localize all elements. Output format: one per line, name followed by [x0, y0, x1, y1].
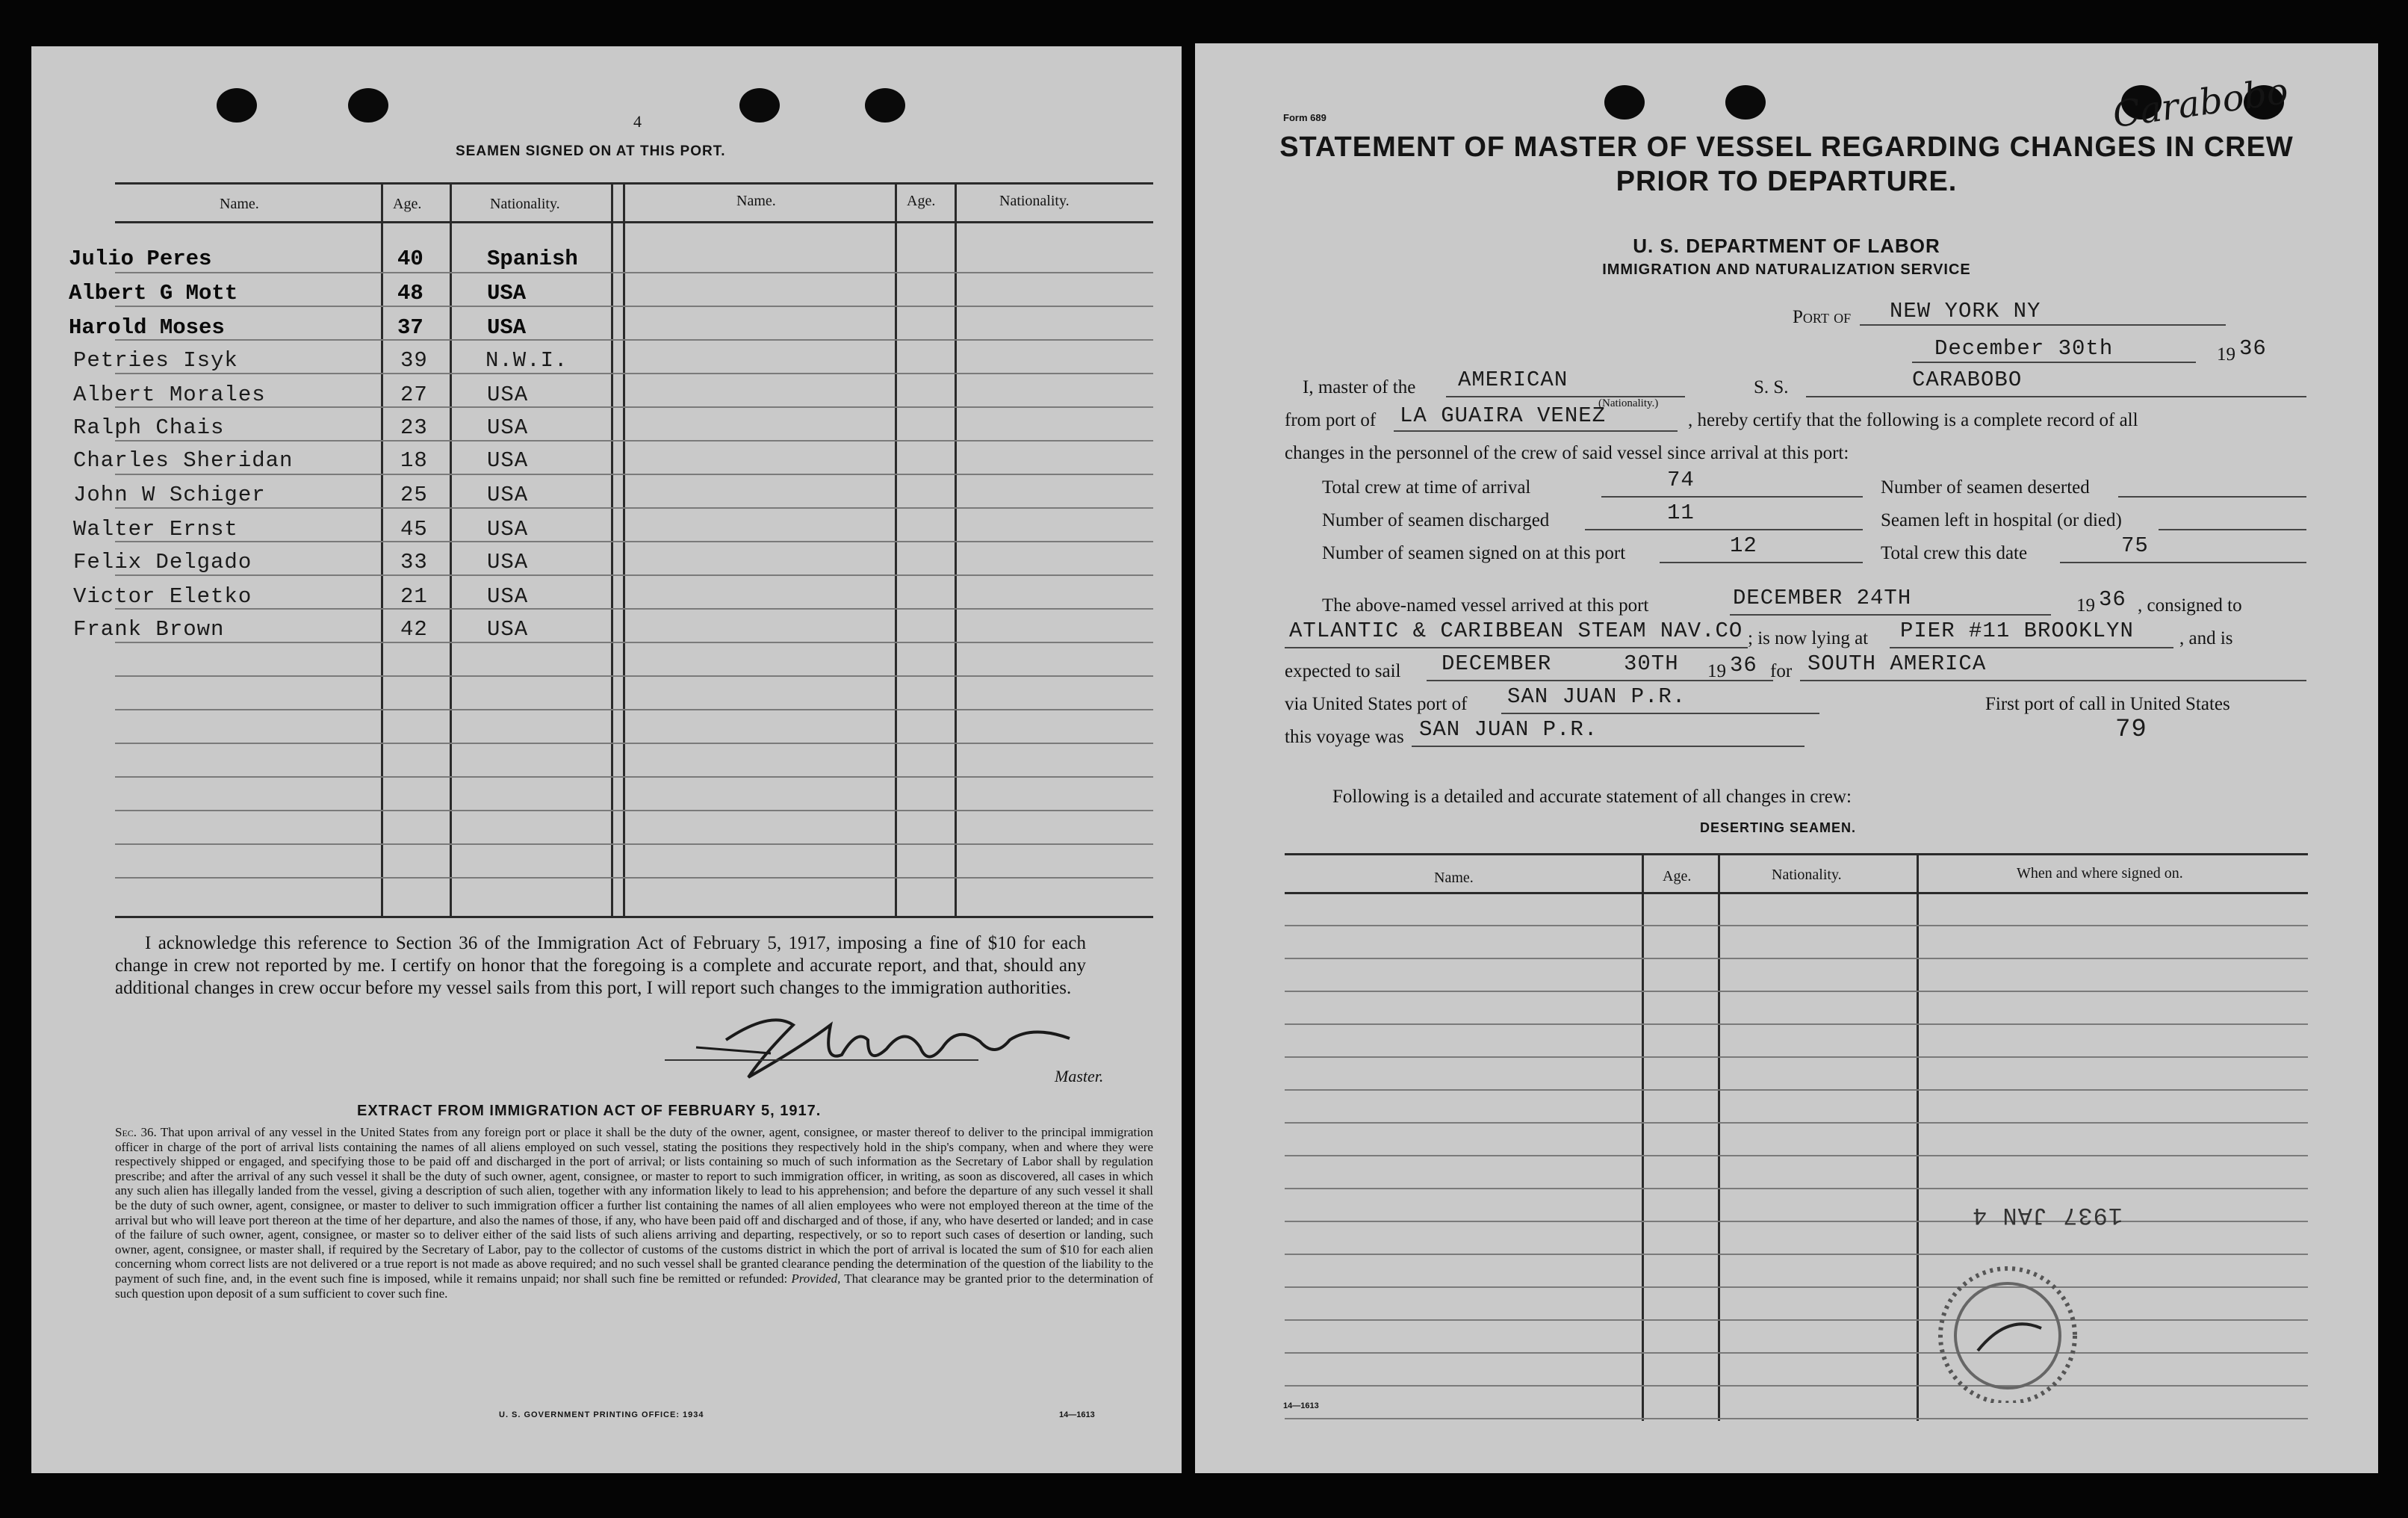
form-title-line1: STATEMENT OF MASTER OF VESSEL REGARDING CHANGES IN CREW: [1279, 131, 2294, 163]
table-rule: [1285, 1221, 2308, 1222]
column-header-name-2: Name.: [736, 193, 776, 209]
table-rule: [115, 440, 1153, 442]
left-form-code: 14—1613: [1059, 1410, 1095, 1419]
table-rule: [115, 675, 1153, 677]
port-label: Port of: [1793, 307, 1852, 327]
certify-text: , hereby certify that the following is a complete record of all: [1688, 410, 2138, 430]
left-page: [31, 46, 1182, 1473]
acknowledgement-text: I acknowledge this reference to Section 36 of the Immigration Act of February 5, 1917, imposing a fine of $10 for each change in crew not reported by me. I certify on honor that the foregoing is a complete and accurate report, and that, should any additional changes in crew occur before my vessel sails from this port, I will report such changes to the immigration authorities.: [115, 933, 1086, 998]
margin-number: 79: [2115, 716, 2147, 744]
destination-value: SOUTH AMERICA: [1807, 651, 1987, 676]
stat-deserted-label: Number of seamen deserted: [1881, 477, 2090, 498]
signature-label: Master.: [1055, 1067, 1104, 1085]
page-number: 4: [633, 112, 642, 131]
stat-total-date: 75: [2121, 533, 2149, 558]
right-page: [1195, 43, 2378, 1473]
crew-name: Albert Morales: [73, 382, 266, 407]
table-rule: [1285, 1188, 2308, 1189]
crew-nationality: USA: [487, 382, 529, 407]
punch-hole: [1604, 85, 1645, 120]
crew-nationality: N.W.I.: [485, 348, 568, 373]
from-port-value: LA GUAIRA VENEZ: [1400, 403, 1607, 428]
arrived-year: 36: [2099, 587, 2126, 612]
table-rule: [1285, 1254, 2308, 1255]
crew-name: Walter Ernst: [73, 517, 238, 542]
extract-title: EXTRACT FROM IMMIGRATION ACT OF FEBRUARY 5, 1917.: [357, 1103, 822, 1119]
crew-age: 45: [400, 517, 428, 542]
table-rule: [1285, 1385, 2308, 1387]
form-title-line2: PRIOR TO DEPARTURE.: [1616, 166, 1958, 197]
column-header-nationality-2: Nationality.: [999, 193, 1070, 209]
column-header-nationality: Nationality.: [490, 196, 560, 212]
punch-hole: [739, 88, 780, 123]
sail-year: 36: [1730, 653, 1757, 678]
sail-year-prefix: 19: [1707, 661, 1726, 681]
service: IMMIGRATION AND NATURALIZATION SERVICE: [1602, 261, 1971, 278]
table-rule: [1285, 1286, 2308, 1288]
date-value: December 30th: [1934, 336, 2114, 361]
table-rule: [1285, 925, 2308, 926]
crew-age: 37: [397, 315, 423, 340]
sail-label: expected to sail: [1285, 661, 1401, 681]
stat-discharged: 11: [1667, 501, 1695, 525]
crew-age: 18: [400, 448, 428, 473]
table-rule: [115, 709, 1153, 710]
extract-provided: Provided,: [791, 1271, 841, 1286]
crew-name: Albert G Mott: [69, 281, 238, 306]
crew-nationality: USA: [487, 617, 529, 642]
extract-text: That upon arrival of any vessel in the United States from any foreign port or place it shall be the duty of the owner, agent, consignee, or master thereof to deliver to the principal immigration officer in charge of the port of arrival lists containing the names of all aliens employed on such vessel, stating the positions they respectively hold in the ship's company, when and where they were respectively shipped or engaged, and specifying those to be paid off and discharged in the port of arrival; or lists containing so much of such information as the Secretary of Labor shall by regulation prescribe; and after the arrival of any such vessel it shall be the duty of such owner, agent, consignee, or master to report to such immigration officer, in writing, as soon as discovered, all cases in which any such alien has illegally landed from the vessel, giving a description of such alien, together with any information likely to lead to his apprehension; and before the departure of any such vessel it shall be the duty of such owner, agent, consignee, or master to deliver to such immigration officer a further list containing the names of all alien employees who were not employed thereon at the time of the arrival but who will leave port thereon at the time of her departure, and also the names of those, if any, who have been paid off and discharged and of those, if any, who have deserted or landed; and in case of the failure of such owner, agent, consignee, or master so to deliver either of the said lists of such aliens arriving and departing, respectively, or so to report such cases of desertion or landing, such owner, agent, consignee, or master shall, if required by the Secretary of Labor, pay to the collector of customs of the customs district in which the port of arrival is located the sum of $10 for each alien concerning whom correct lists are not delivered or a true report is not made as above required; and no such vessel shall be granted clearance pending the determination of the question of the liability to the payment of such fine, and, in the event such fine is imposed, while it remains unpaid; nor shall such fine be remitted or refunded:: [115, 1125, 1153, 1286]
table-rule: [115, 843, 1153, 845]
crew-name: Harold Moses: [69, 315, 225, 340]
sail-day: 30TH: [1624, 651, 1679, 676]
stat-discharged-label: Number of seamen discharged: [1322, 510, 1550, 530]
nationality-value: AMERICAN: [1458, 368, 1568, 392]
handwritten-ship-note: Carabobo: [2110, 69, 2291, 137]
stat-total-date-label: Total crew this date: [1881, 543, 2028, 563]
crew-age: 48: [397, 281, 423, 306]
table-rule: [1285, 1089, 2308, 1091]
form-number: Form 689: [1283, 112, 1326, 123]
voyage-label: this voyage was: [1285, 727, 1404, 747]
col-nationality: Nationality.: [1772, 867, 1842, 883]
table-rule: [115, 272, 1153, 273]
col-when-where: When and where signed on.: [2017, 865, 2183, 882]
table-rule: [115, 877, 1153, 879]
extract-body: [115, 1125, 1153, 1301]
crew-age: 25: [400, 483, 428, 507]
deserting-title: DESERTING SEAMEN.: [1700, 820, 1857, 835]
crew-name: Julio Peres: [69, 247, 212, 271]
table-title: SEAMEN SIGNED ON AT THIS PORT.: [456, 143, 726, 159]
crew-nationality: USA: [487, 483, 529, 507]
crew-age: 33: [400, 550, 428, 574]
table-rule: [1285, 1122, 2308, 1124]
table-rule: [115, 306, 1153, 307]
punch-hole: [348, 88, 388, 123]
punch-hole: [865, 88, 905, 123]
crew-name: Petries Isyk: [73, 348, 238, 373]
extract-section: Sec. 36.: [115, 1125, 157, 1139]
crew-age: 42: [400, 617, 428, 642]
receipt-stamp: [1881, 1164, 2105, 1403]
year-prefix: 19: [2217, 344, 2235, 365]
stamp-date: 1937 JAN 4: [1972, 1201, 2123, 1229]
changes-text: changes in the personnel of the crew of said vessel since arrival at this port:: [1285, 443, 1849, 463]
crew-age: 23: [400, 415, 428, 440]
stat-signed-on-label: Number of seamen signed on at this port: [1322, 543, 1626, 563]
crew-nationality: USA: [487, 448, 529, 473]
crew-name: Ralph Chais: [73, 415, 225, 440]
voyage-value: SAN JUAN P.R.: [1419, 717, 1598, 742]
arrived-year-prefix: 19: [2076, 595, 2095, 616]
lying-label: ; is now lying at: [1748, 628, 1869, 648]
column-header-age: Age.: [393, 196, 422, 212]
table-rule: [115, 507, 1153, 509]
sail-value: DECEMBER: [1442, 651, 1552, 676]
crew-name: Victor Eletko: [73, 584, 252, 609]
master-signature: [681, 995, 1099, 1092]
table-rule: [1285, 1155, 2308, 1156]
arrived-value: DECEMBER 24TH: [1733, 586, 1912, 610]
table-rule: [115, 574, 1153, 576]
consignee-value: ATLANTIC & CARIBBEAN STEAM NAV.CO: [1289, 619, 1743, 643]
master-label: I, master of the: [1303, 377, 1416, 397]
table-rule: [1285, 1056, 2308, 1058]
crew-age: 39: [400, 348, 428, 373]
table-rule: [115, 743, 1153, 744]
column-header-age-2: Age.: [907, 193, 936, 209]
extract-end: That clearance may be granted prior to the determination of such question upon deposit of a sum sufficient to cover such fine.: [115, 1271, 1153, 1301]
table-rule: [115, 776, 1153, 778]
col-name: Name.: [1434, 870, 1474, 886]
table-rule: [1285, 1023, 2308, 1025]
arrived-label: The above-named vessel arrived at this port: [1322, 595, 1649, 616]
following-text: Following is a detailed and accurate statement of all changes in crew:: [1332, 787, 1852, 807]
crew-nationality: USA: [487, 415, 529, 440]
table-rule: [1285, 1319, 2308, 1321]
punch-hole: [1725, 85, 1766, 120]
table-rule: [1285, 991, 2308, 992]
crew-nationality: USA: [487, 281, 527, 306]
crew-nationality: USA: [487, 517, 529, 542]
crew-nationality: USA: [487, 584, 529, 609]
column-header-name: Name.: [220, 196, 259, 212]
for-label: for: [1770, 661, 1793, 681]
lying-value: PIER #11 BROOKLYN: [1900, 619, 2134, 643]
department: U. S. DEPARTMENT OF LABOR: [1633, 235, 1940, 257]
ship-value: CARABOBO: [1912, 368, 2023, 392]
table-rule: [115, 642, 1153, 643]
table-rule: [115, 373, 1153, 374]
table-rule: [115, 541, 1153, 542]
via-label: via United States port of: [1285, 694, 1468, 714]
crew-nationality: USA: [487, 315, 527, 340]
right-form-code: 14—1613: [1283, 1401, 1319, 1410]
crew-age: 27: [400, 382, 428, 407]
crew-name: Charles Sheridan: [73, 448, 294, 473]
stat-hospital-label: Seamen left in hospital (or died): [1881, 510, 2122, 530]
table-rule: [115, 339, 1153, 341]
port-value: NEW YORK NY: [1890, 299, 2041, 323]
crew-name: Felix Delgado: [73, 550, 252, 574]
first-port-label: First port of call in United States: [1985, 694, 2230, 714]
crew-age: 40: [397, 247, 423, 271]
crew-name: Frank Brown: [73, 617, 225, 642]
table-rule: [1285, 1352, 2308, 1354]
table-rule: [1285, 958, 2308, 959]
table-rule: [115, 474, 1153, 475]
from-port-label: from port of: [1285, 410, 1377, 430]
crew-age: 21: [400, 584, 428, 609]
col-age: Age.: [1663, 868, 1692, 885]
consigned-label: , consigned to: [2138, 595, 2242, 616]
nationality-caption: (Nationality.): [1598, 397, 1659, 409]
crew-nationality: USA: [487, 550, 529, 574]
printer-line: U. S. GOVERNMENT PRINTING OFFICE: 1934: [499, 1410, 704, 1419]
table-rule: [1285, 1418, 2308, 1419]
table-rule: [115, 810, 1153, 811]
ss-label: S. S.: [1754, 377, 1789, 397]
stat-total-arrival-label: Total crew at time of arrival: [1322, 477, 1531, 498]
table-rule: [115, 406, 1153, 408]
table-rule: [115, 608, 1153, 610]
via-value: SAN JUAN P.R.: [1507, 684, 1686, 709]
year-value: 36: [2239, 336, 2267, 361]
and-is: , and is: [2179, 628, 2233, 648]
crew-nationality: Spanish: [487, 247, 578, 271]
crew-name: John W Schiger: [73, 483, 266, 507]
stat-signed-on: 12: [1730, 533, 1757, 558]
stat-total-arrival: 74: [1667, 468, 1695, 492]
punch-hole: [217, 88, 257, 123]
